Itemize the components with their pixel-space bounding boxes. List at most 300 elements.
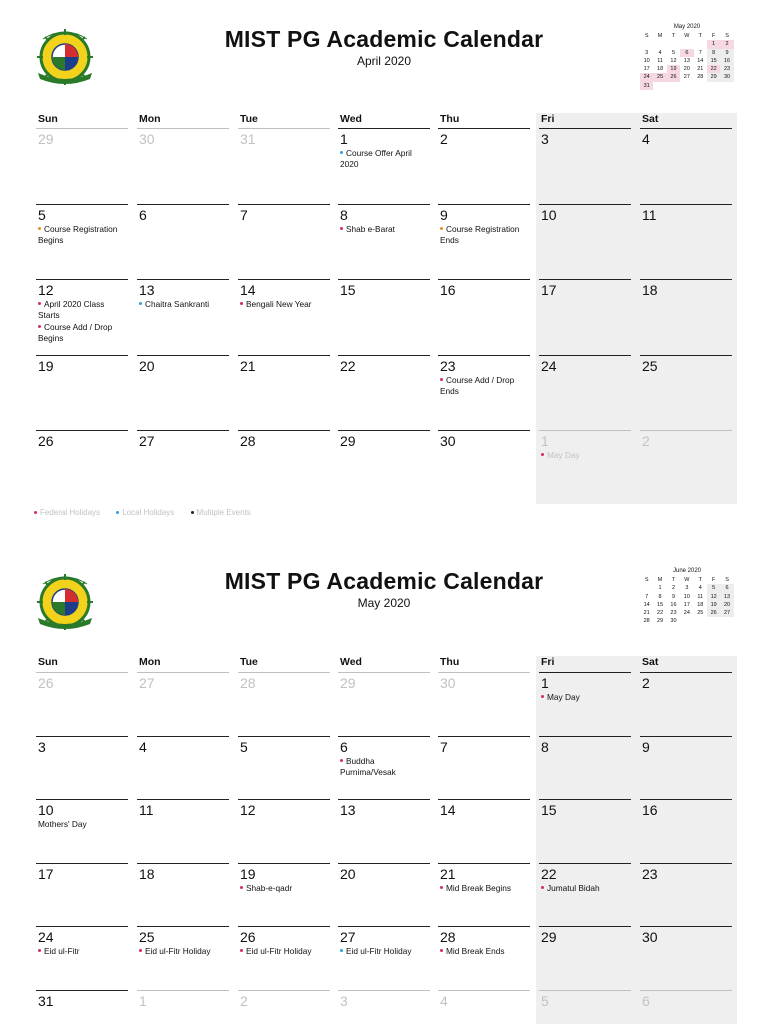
day-number: 30 bbox=[642, 929, 658, 945]
day-cell[interactable] bbox=[36, 863, 128, 933]
day-number: 27 bbox=[139, 433, 155, 449]
mini-calendar-day: 18 bbox=[697, 601, 704, 608]
event-label: Chaitra Sankranti bbox=[145, 299, 210, 309]
day-cell[interactable] bbox=[238, 799, 330, 869]
mini-calendar-day: 11 bbox=[657, 57, 663, 64]
day-cell[interactable] bbox=[640, 204, 732, 274]
day-number: 15 bbox=[541, 802, 557, 818]
event-label: May Day bbox=[547, 450, 580, 460]
mini-calendar-day: 9 bbox=[720, 49, 733, 57]
day-cell[interactable] bbox=[36, 990, 128, 1024]
day-of-week-sun: Sun bbox=[38, 656, 58, 668]
day-cell[interactable] bbox=[640, 990, 732, 1024]
day-cell[interactable] bbox=[137, 736, 229, 806]
mini-calendar-day: 23 bbox=[670, 610, 677, 617]
day-number: 9 bbox=[642, 738, 650, 755]
calendar-event[interactable] bbox=[238, 299, 330, 310]
event-dot-icon bbox=[38, 302, 41, 305]
mini-calendar-day: 18 bbox=[657, 66, 664, 73]
mini-calendar-day: 20 bbox=[683, 66, 690, 73]
event-label: Mothers' Day bbox=[38, 819, 87, 829]
mini-calendar-day: 8 bbox=[658, 593, 662, 600]
day-cell[interactable] bbox=[338, 672, 430, 742]
day-number: 13 bbox=[139, 282, 155, 298]
day-number: 25 bbox=[139, 929, 155, 945]
calendar-event[interactable] bbox=[137, 299, 229, 310]
mini-calendar-day bbox=[694, 82, 707, 90]
mini-calendar-day: 22 bbox=[707, 65, 720, 73]
event-dot-icon bbox=[38, 227, 41, 230]
day-cell[interactable] bbox=[640, 430, 732, 500]
day-number: 28 bbox=[240, 433, 256, 449]
event-label: Course Registration Ends bbox=[440, 223, 520, 245]
event-label: Course Add / Drop Ends bbox=[440, 374, 515, 396]
day-cell[interactable] bbox=[137, 799, 229, 869]
day-cell[interactable] bbox=[36, 799, 128, 869]
mini-calendar-header: S bbox=[725, 577, 729, 583]
month-subtitle: May 2020 bbox=[357, 596, 411, 610]
day-cell[interactable] bbox=[438, 799, 530, 869]
day-number: 2 bbox=[642, 433, 650, 449]
mini-calendar-day: 16 bbox=[670, 601, 677, 608]
mini-calendar-day: 13 bbox=[720, 593, 733, 601]
mini-calendar-day: 19 bbox=[707, 601, 720, 609]
event-dot-icon bbox=[240, 886, 243, 889]
day-cell[interactable] bbox=[539, 926, 631, 996]
mini-calendar-title: May 2020 bbox=[673, 24, 701, 30]
day-number: 30 bbox=[440, 675, 456, 691]
day-cell[interactable] bbox=[238, 430, 330, 500]
calendar-event[interactable] bbox=[338, 148, 430, 170]
day-cell[interactable] bbox=[539, 990, 631, 1024]
event-dot-icon bbox=[340, 227, 343, 230]
event-dot-icon bbox=[440, 949, 443, 952]
day-cell[interactable] bbox=[238, 279, 330, 349]
day-number: 15 bbox=[340, 282, 356, 298]
calendar-event[interactable] bbox=[338, 756, 430, 778]
federal-dot-icon bbox=[34, 511, 37, 514]
mini-calendar-day: 13 bbox=[683, 57, 690, 64]
day-cell[interactable] bbox=[238, 128, 330, 198]
day-number: 5 bbox=[541, 992, 549, 1009]
day-of-week-header bbox=[36, 656, 737, 672]
day-cell[interactable] bbox=[539, 863, 631, 933]
day-number: 2 bbox=[240, 992, 248, 1009]
day-cell[interactable] bbox=[338, 926, 430, 996]
day-number: 10 bbox=[541, 206, 557, 223]
day-cell[interactable] bbox=[238, 355, 330, 425]
day-cell[interactable] bbox=[137, 672, 229, 742]
day-number: 21 bbox=[240, 357, 256, 374]
day-cell[interactable] bbox=[137, 355, 229, 425]
day-cell[interactable] bbox=[640, 926, 732, 996]
day-of-week-wed: Wed bbox=[340, 113, 362, 125]
mini-calendar-header: T bbox=[698, 33, 702, 39]
day-cell[interactable] bbox=[137, 430, 229, 500]
day-number: 11 bbox=[139, 802, 154, 818]
day-number: 23 bbox=[440, 357, 456, 374]
day-cell[interactable] bbox=[36, 204, 128, 274]
day-of-week-sat: Sat bbox=[642, 113, 659, 125]
day-number: 26 bbox=[38, 433, 54, 449]
mini-calendar-day: 5 bbox=[671, 49, 675, 56]
mini-calendar-day: 3 bbox=[645, 49, 649, 56]
legend-local: Local Holidays bbox=[116, 508, 174, 517]
mini-calendar-day: 25 bbox=[697, 610, 704, 617]
day-number: 6 bbox=[139, 206, 147, 223]
mini-calendar-day: 12 bbox=[707, 593, 720, 601]
calendar-event[interactable] bbox=[36, 946, 128, 957]
day-number: 29 bbox=[541, 929, 557, 945]
calendar-event[interactable] bbox=[36, 322, 128, 344]
event-dot-icon bbox=[38, 949, 41, 952]
mini-calendar-day: 26 bbox=[667, 73, 680, 81]
calendar-event[interactable] bbox=[36, 224, 128, 246]
page-title: MIST PG Academic Calendar bbox=[224, 568, 544, 594]
day-number: 18 bbox=[642, 282, 658, 298]
mini-calendar-day: 23 bbox=[720, 65, 733, 73]
day-number: 5 bbox=[240, 738, 248, 755]
day-number: 11 bbox=[642, 206, 657, 223]
day-number: 25 bbox=[642, 357, 658, 374]
day-cell[interactable] bbox=[539, 736, 631, 806]
day-number: 19 bbox=[38, 357, 54, 374]
day-number: 3 bbox=[38, 738, 46, 755]
day-number: 28 bbox=[240, 675, 256, 691]
day-number: 31 bbox=[240, 131, 256, 147]
mini-calendar-day bbox=[680, 40, 693, 48]
mini-calendar-day: 30 bbox=[720, 73, 733, 81]
day-cell[interactable] bbox=[338, 279, 430, 349]
mini-calendar-day: 10 bbox=[683, 593, 690, 600]
day-cell[interactable] bbox=[238, 736, 330, 806]
mini-calendar-day: 15 bbox=[707, 57, 720, 65]
may-calendar-page bbox=[0, 545, 768, 1024]
mini-calendar-header: S bbox=[725, 33, 729, 39]
calendar-event[interactable] bbox=[238, 946, 330, 957]
day-of-week-thu: Thu bbox=[440, 656, 460, 668]
day-number: 17 bbox=[38, 865, 54, 882]
day-of-week-fri: Fri bbox=[541, 656, 555, 668]
day-number: 19 bbox=[240, 865, 256, 882]
mini-calendar-day: 21 bbox=[643, 610, 650, 617]
day-cell[interactable] bbox=[338, 990, 430, 1024]
page-title: MIST PG Academic Calendar bbox=[224, 26, 544, 52]
mini-calendar-day: 1 bbox=[658, 585, 662, 592]
day-cell[interactable] bbox=[539, 672, 631, 742]
calendar-event[interactable] bbox=[438, 375, 530, 397]
mini-calendar-day: 15 bbox=[657, 601, 664, 608]
mini-calendar-day: 4 bbox=[658, 49, 662, 56]
day-number: 16 bbox=[440, 282, 456, 298]
event-label: Eid ul-Fitr Holiday bbox=[246, 946, 312, 956]
day-cell[interactable] bbox=[438, 279, 530, 349]
day-cell[interactable] bbox=[338, 430, 430, 500]
day-number: 6 bbox=[642, 992, 650, 1009]
day-cell[interactable] bbox=[438, 672, 530, 742]
mini-calendar-day: 26 bbox=[707, 609, 720, 617]
mini-calendar-header: W bbox=[684, 33, 690, 39]
calendar-event[interactable] bbox=[539, 692, 631, 703]
day-cell[interactable] bbox=[438, 926, 530, 996]
day-cell[interactable] bbox=[36, 355, 128, 425]
day-cell[interactable] bbox=[338, 128, 430, 198]
mini-calendar-day: 11 bbox=[697, 593, 704, 600]
mini-calendar-day: 24 bbox=[683, 610, 690, 617]
calendar-event[interactable] bbox=[438, 946, 530, 957]
legend-federal: Federal Holidays bbox=[34, 508, 100, 517]
day-number: 26 bbox=[240, 929, 256, 945]
mini-calendar-day: 17 bbox=[683, 601, 690, 608]
mini-calendar-day: 1 bbox=[707, 40, 720, 48]
day-cell[interactable] bbox=[438, 990, 530, 1024]
day-number: 2 bbox=[642, 675, 650, 691]
event-label: Bengali New Year bbox=[246, 299, 312, 309]
mini-calendar-header: T bbox=[671, 577, 676, 583]
mini-calendar-day: 14 bbox=[643, 601, 650, 608]
day-cell[interactable] bbox=[137, 204, 229, 274]
day-number: 22 bbox=[541, 865, 557, 882]
event-dot-icon bbox=[440, 227, 443, 230]
event-dot-icon bbox=[440, 886, 443, 889]
mini-calendar-day: 20 bbox=[720, 601, 733, 609]
event-dot-icon bbox=[38, 325, 41, 328]
day-number: 16 bbox=[642, 802, 658, 818]
day-number: 1 bbox=[541, 433, 549, 449]
day-cell[interactable] bbox=[137, 863, 229, 933]
mini-calendar-day: 22 bbox=[657, 610, 664, 617]
day-cell[interactable] bbox=[640, 672, 732, 742]
day-number: 14 bbox=[240, 282, 256, 298]
month-grid bbox=[36, 113, 737, 504]
mini-calendar-day: 30 bbox=[670, 618, 677, 625]
event-label: Mid Break Ends bbox=[446, 946, 505, 956]
day-cell[interactable] bbox=[640, 128, 732, 198]
mini-calendar-header: F bbox=[711, 577, 716, 583]
mini-calendar-day: 29 bbox=[707, 73, 720, 81]
mini-calendar-day bbox=[720, 82, 733, 90]
month-subtitle: April 2020 bbox=[356, 54, 412, 68]
mini-calendar-day: 21 bbox=[697, 66, 704, 73]
day-number: 4 bbox=[642, 131, 650, 147]
mini-calendar-day: 27 bbox=[720, 609, 733, 617]
mini-calendar-title: June 2020 bbox=[672, 568, 702, 574]
day-cell[interactable] bbox=[338, 863, 430, 933]
day-number: 8 bbox=[541, 738, 549, 755]
calendar-event[interactable] bbox=[36, 299, 128, 321]
day-cell[interactable] bbox=[238, 204, 330, 274]
day-cell[interactable] bbox=[640, 355, 732, 425]
mini-calendar-day: 29 bbox=[657, 618, 664, 625]
calendar-event[interactable] bbox=[238, 883, 330, 894]
event-label: Course Offer April 2020 bbox=[340, 148, 412, 169]
mini-calendar-day bbox=[707, 617, 720, 625]
event-label: Eid ul-Fitr Holiday bbox=[145, 946, 211, 956]
day-number: 7 bbox=[440, 738, 448, 755]
day-cell[interactable] bbox=[438, 128, 530, 198]
mini-calendar-day bbox=[680, 617, 693, 625]
day-cell[interactable] bbox=[137, 279, 229, 349]
day-cell[interactable] bbox=[640, 736, 732, 806]
mini-calendar-day bbox=[667, 40, 680, 48]
mini-calendar-header: F bbox=[711, 33, 716, 39]
mini-calendar-day: 17 bbox=[643, 66, 650, 73]
day-cell[interactable] bbox=[640, 799, 732, 869]
day-cell[interactable] bbox=[539, 279, 631, 349]
calendar-event[interactable] bbox=[438, 883, 530, 894]
event-label: Shab-e-qadr bbox=[246, 882, 293, 893]
day-cell[interactable] bbox=[438, 204, 530, 274]
day-cell[interactable] bbox=[137, 926, 229, 996]
day-cell[interactable] bbox=[137, 990, 229, 1024]
day-cell[interactable] bbox=[640, 279, 732, 349]
day-cell[interactable] bbox=[338, 799, 430, 869]
mini-calendar-day: 3 bbox=[685, 585, 689, 592]
day-cell[interactable] bbox=[36, 672, 128, 742]
event-label: Eid ul-Fitr bbox=[44, 946, 80, 956]
day-number: 21 bbox=[440, 865, 456, 882]
day-number: 14 bbox=[440, 802, 456, 818]
mini-calendar-header: S bbox=[644, 577, 649, 583]
mini-calendar-day: 24 bbox=[640, 73, 653, 81]
day-of-week-header bbox=[36, 113, 737, 129]
event-dot-icon bbox=[340, 151, 343, 154]
day-number: 5 bbox=[38, 206, 46, 223]
day-of-week-mon: Mon bbox=[139, 113, 161, 125]
day-cell[interactable] bbox=[36, 926, 128, 996]
day-cell[interactable] bbox=[338, 204, 430, 274]
day-number: 12 bbox=[38, 282, 54, 298]
day-of-week-fri: Fri bbox=[541, 113, 555, 125]
mini-calendar-day: 28 bbox=[643, 618, 650, 625]
mini-calendar-day: 7 bbox=[698, 49, 702, 56]
calendar-event[interactable] bbox=[338, 224, 430, 235]
day-cell[interactable] bbox=[539, 128, 631, 198]
day-cell[interactable] bbox=[36, 736, 128, 806]
calendar-event[interactable] bbox=[137, 946, 229, 957]
day-number: 20 bbox=[340, 865, 356, 882]
day-number: 27 bbox=[340, 929, 356, 945]
day-number: 30 bbox=[440, 433, 456, 449]
day-number: 29 bbox=[340, 433, 356, 449]
mini-calendar-day bbox=[640, 40, 653, 48]
mini-calendar-day: 27 bbox=[683, 74, 690, 81]
day-number: 8 bbox=[340, 206, 348, 223]
day-number: 4 bbox=[139, 738, 147, 755]
day-of-week-tue: Tue bbox=[240, 113, 258, 125]
mini-calendar-day: 2 bbox=[671, 585, 675, 592]
mini-calendar-day: 4 bbox=[698, 585, 702, 592]
event-dot-icon bbox=[541, 453, 544, 456]
mini-calendar-grid bbox=[640, 32, 734, 90]
event-dot-icon bbox=[240, 949, 243, 952]
day-cell[interactable] bbox=[36, 430, 128, 500]
mini-calendar-day: 2 bbox=[720, 40, 733, 48]
mini-calendar-day bbox=[707, 82, 720, 90]
mini-calendar-day bbox=[694, 40, 707, 48]
day-cell[interactable] bbox=[338, 736, 430, 806]
mini-calendar-day bbox=[653, 82, 666, 90]
day-number: 27 bbox=[139, 675, 155, 691]
day-cell[interactable] bbox=[539, 355, 631, 425]
legend-multiple: Multiple Events bbox=[191, 508, 251, 517]
day-number: 20 bbox=[139, 357, 155, 374]
day-number: 24 bbox=[541, 357, 557, 374]
day-cell[interactable] bbox=[539, 430, 631, 500]
day-cell[interactable] bbox=[539, 799, 631, 869]
mini-calendar bbox=[640, 23, 734, 90]
day-cell[interactable] bbox=[539, 204, 631, 274]
day-of-week-tue: Tue bbox=[240, 656, 258, 668]
day-cell[interactable] bbox=[640, 863, 732, 933]
calendar-event[interactable] bbox=[539, 450, 631, 461]
day-number: 1 bbox=[340, 131, 348, 147]
day-of-week-mon: Mon bbox=[139, 656, 161, 668]
day-cell[interactable] bbox=[36, 128, 128, 198]
day-number: 29 bbox=[38, 131, 54, 147]
day-cell[interactable] bbox=[438, 863, 530, 933]
day-cell[interactable] bbox=[238, 863, 330, 933]
event-label: Course Registration Begins bbox=[38, 223, 118, 245]
day-of-week-sun: Sun bbox=[38, 113, 58, 125]
event-label: Jumatul Bidah bbox=[547, 882, 600, 893]
day-cell[interactable] bbox=[238, 926, 330, 996]
mini-calendar-day: 10 bbox=[643, 57, 650, 64]
mini-calendar-header: M bbox=[657, 33, 663, 39]
day-cell[interactable] bbox=[338, 355, 430, 425]
day-cell[interactable] bbox=[137, 128, 229, 198]
event-dot-icon bbox=[240, 302, 243, 305]
mini-calendar-header: T bbox=[698, 577, 702, 583]
day-number: 31 bbox=[38, 992, 54, 1009]
mini-calendar-header: T bbox=[671, 33, 676, 39]
mini-calendar-day: 28 bbox=[697, 74, 704, 81]
mini-calendar-day bbox=[653, 40, 666, 48]
event-label: Course Add / Drop Begins bbox=[38, 322, 113, 343]
mini-calendar-day bbox=[667, 82, 680, 90]
day-of-week-thu: Thu bbox=[440, 113, 460, 125]
event-dot-icon bbox=[541, 695, 544, 698]
event-label: April 2020 Class Starts bbox=[38, 299, 105, 320]
day-number: 3 bbox=[541, 131, 549, 147]
day-number: 10 bbox=[38, 802, 54, 818]
day-cell[interactable] bbox=[438, 355, 530, 425]
calendar-event[interactable] bbox=[438, 224, 530, 246]
day-cell[interactable] bbox=[238, 990, 330, 1024]
legend bbox=[34, 508, 265, 517]
day-cell[interactable] bbox=[238, 672, 330, 742]
day-cell[interactable] bbox=[438, 736, 530, 806]
day-number: 1 bbox=[139, 992, 147, 1009]
event-dot-icon bbox=[340, 949, 343, 952]
day-number: 7 bbox=[240, 206, 248, 223]
calendar-event[interactable] bbox=[36, 819, 128, 830]
mini-calendar-day: 14 bbox=[697, 57, 704, 64]
day-cell[interactable] bbox=[36, 279, 128, 349]
calendar-event[interactable] bbox=[539, 883, 631, 894]
day-cell[interactable] bbox=[438, 430, 530, 500]
mini-calendar-grid bbox=[640, 576, 734, 626]
day-number: 29 bbox=[340, 675, 356, 691]
mini-calendar-day bbox=[640, 584, 653, 592]
day-number: 12 bbox=[240, 802, 256, 818]
day-number: 1 bbox=[541, 675, 549, 691]
day-number: 18 bbox=[139, 865, 155, 882]
event-label: May Day bbox=[547, 692, 580, 702]
event-label: Buddha Purnima/Vesak bbox=[340, 755, 396, 777]
calendar-event[interactable] bbox=[338, 946, 430, 957]
event-label: Shab e-Barat bbox=[346, 223, 395, 234]
